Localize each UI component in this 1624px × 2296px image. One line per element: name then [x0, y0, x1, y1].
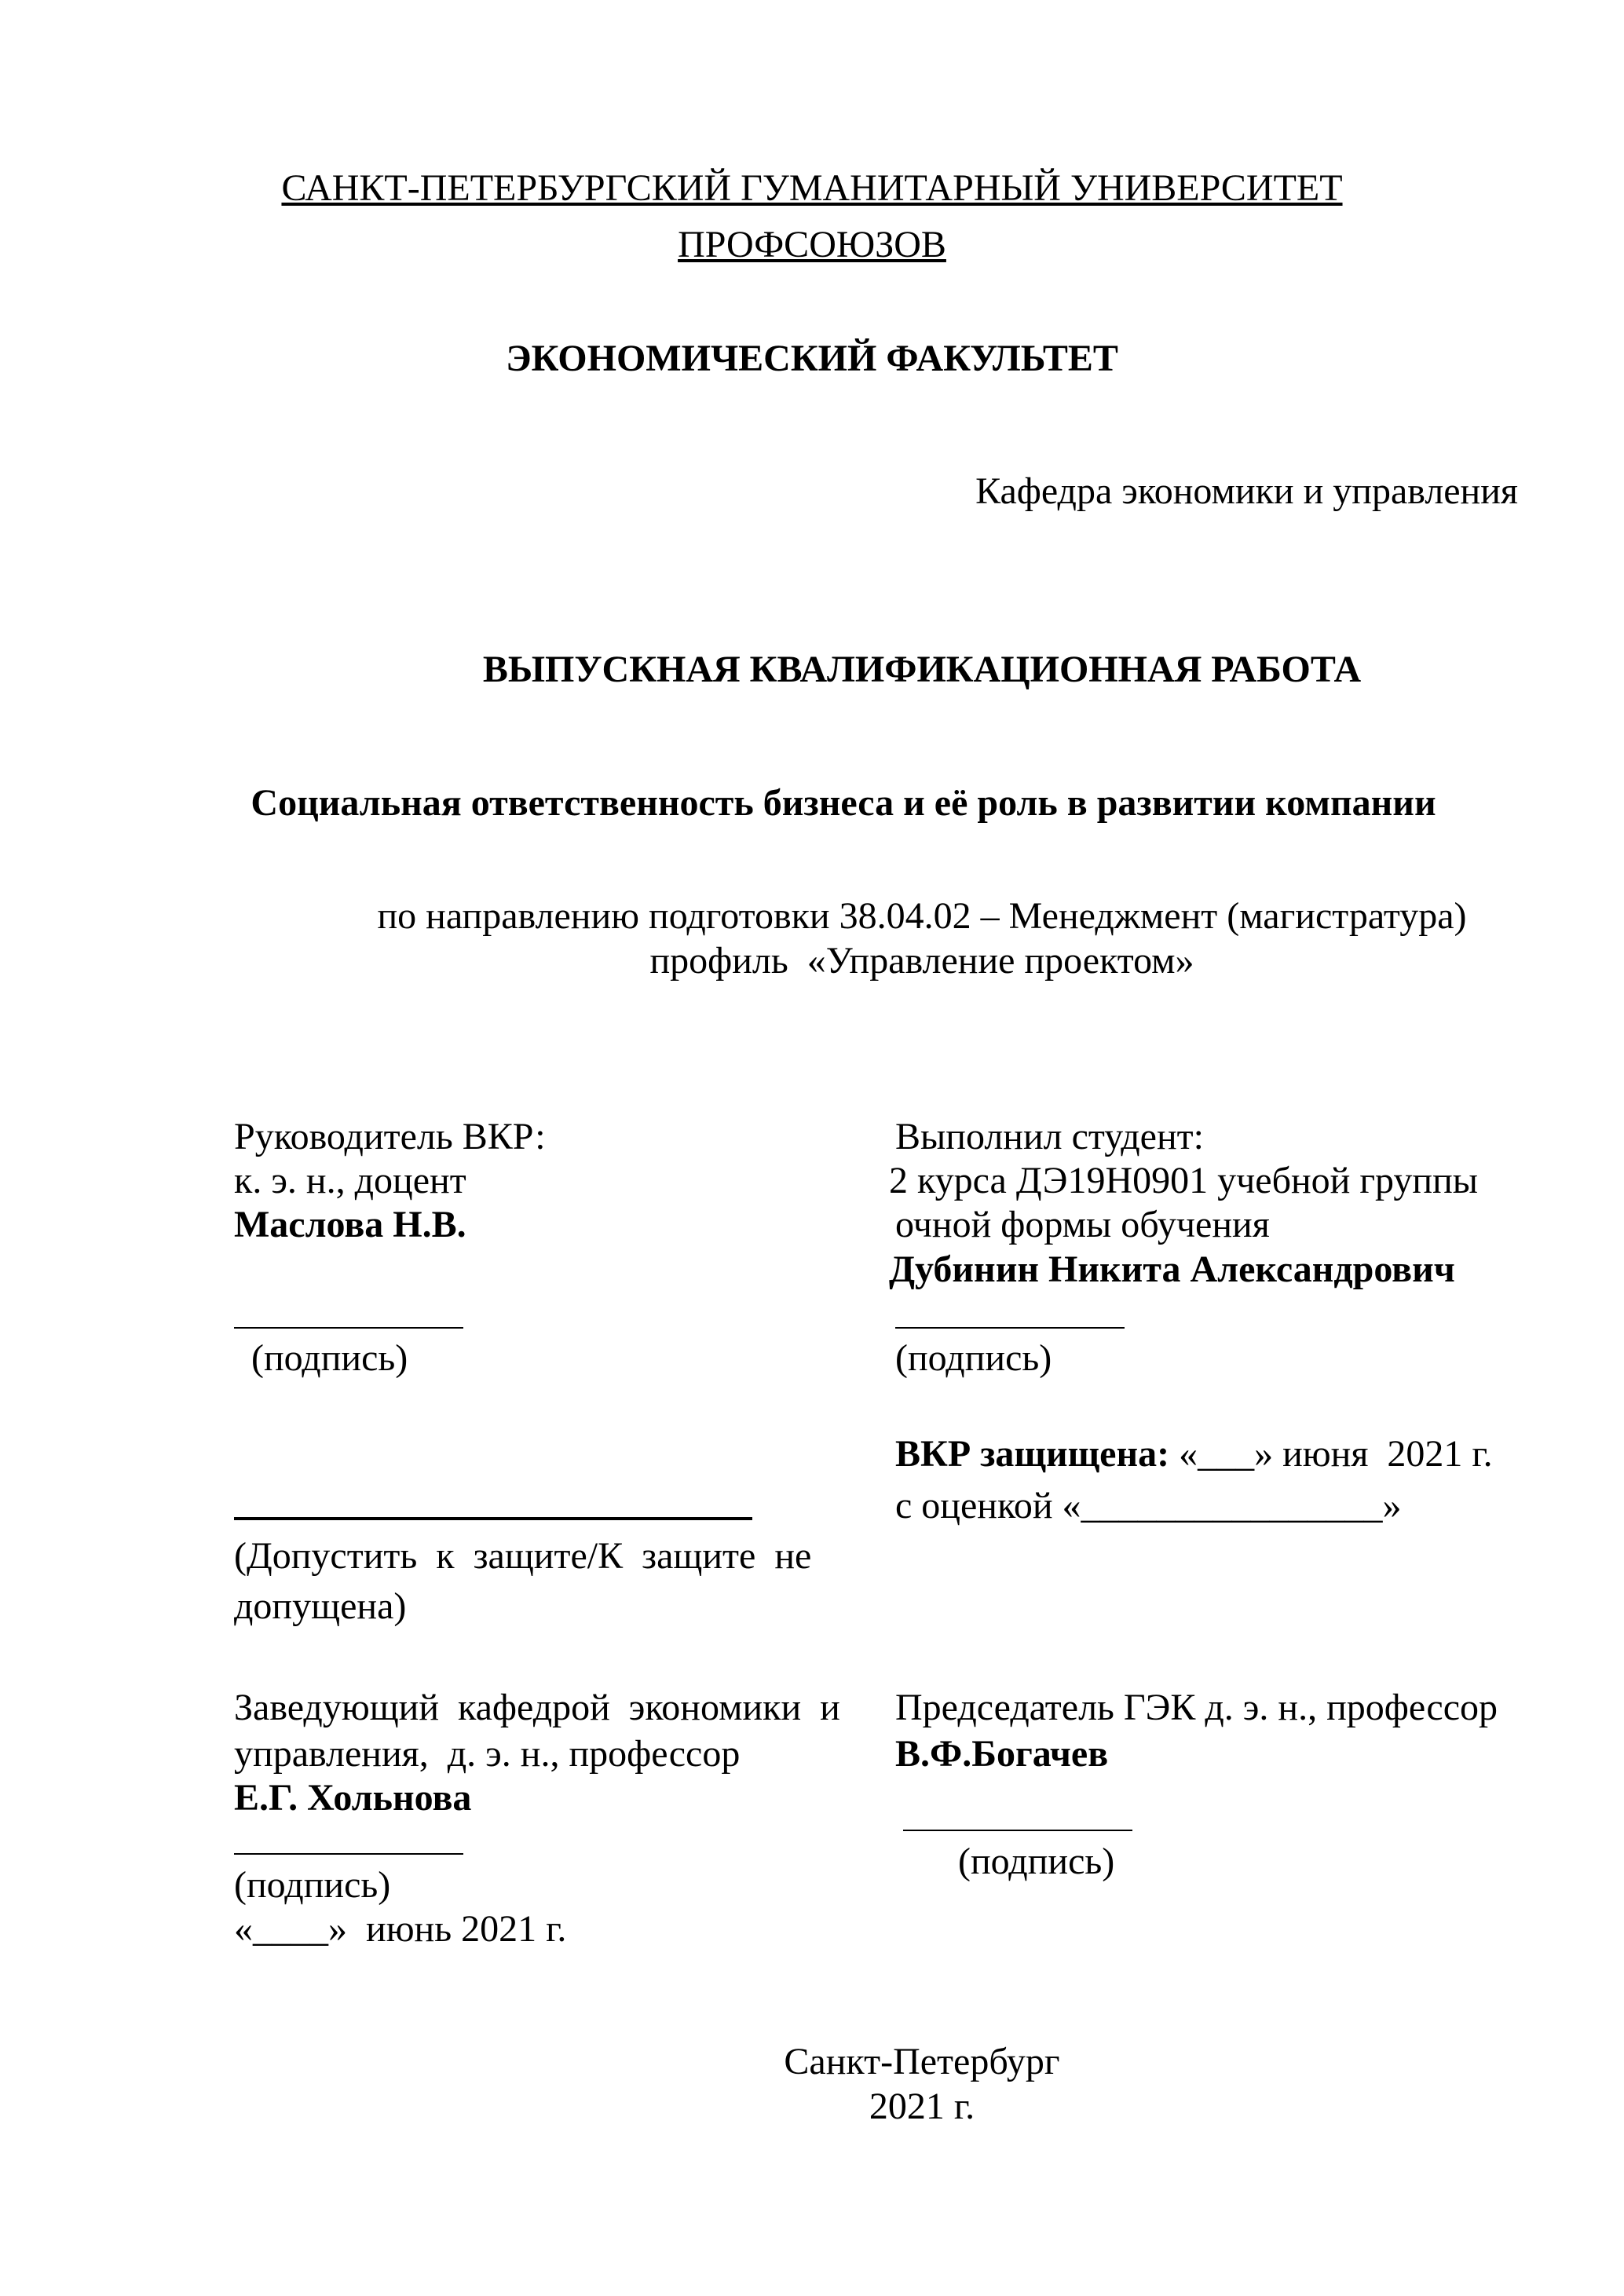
head-signature-caption: (подпись) [234, 1864, 391, 1906]
department-name: Кафедра экономики и управления [975, 470, 1518, 512]
city: Санкт-Петербург [784, 2041, 1060, 2082]
admission-caption-line1: (Допустить к защите/К защите не [234, 1535, 812, 1577]
chair-signature-line [903, 1830, 1132, 1831]
head-title-line2: управления, д. э. н., профессор [234, 1733, 741, 1775]
defense-date: «___» июня 2021 г. [1169, 1433, 1493, 1475]
chair-name: В.Ф.Богачев [895, 1733, 1109, 1775]
admission-line [234, 1517, 752, 1520]
faculty-name: ЭКОНОМИЧЕСКИЙ ФАКУЛЬТЕТ [506, 338, 1118, 379]
supervisor-signature-line [234, 1327, 463, 1329]
supervisor-label: Руководитель ВКР: [234, 1116, 546, 1157]
work-topic: Социальная ответственность бизнеса и её роль в развитии компании [251, 782, 1436, 824]
student-group: 2 курса ДЭ19Н0901 учебной группы [889, 1160, 1479, 1201]
profile: профиль «Управление проектом» [649, 940, 1194, 982]
chair-title: Председатель ГЭК д. э. н., профессор [895, 1687, 1498, 1728]
student-signature-line [895, 1327, 1125, 1329]
chair-signature-caption: (подпись) [958, 1841, 1115, 1882]
year: 2021 г. [869, 2086, 975, 2127]
head-signature-line [234, 1853, 463, 1855]
direction: по направлению подготовки 38.04.02 – Менеджмент (магистратура) [377, 895, 1467, 937]
head-date: «____» июнь 2021 г. [234, 1908, 567, 1950]
student-form: очной формы обучения [895, 1204, 1270, 1245]
work-type-title: ВЫПУСКНАЯ КВАЛИФИКАЦИОННАЯ РАБОТА [482, 649, 1362, 690]
head-name: Е.Г. Хольнова [234, 1777, 472, 1819]
defense-line [895, 1432, 1493, 1476]
student-name: Дубинин Никита Александрович [889, 1249, 1455, 1290]
head-title-line1: Заведующий кафедрой экономики и [234, 1687, 840, 1728]
student-signature-caption: (подпись) [895, 1337, 1052, 1379]
supervisor-name: Маслова Н.В. [234, 1204, 466, 1245]
admission-caption-line2: допущена) [234, 1585, 407, 1627]
supervisor-degree: к. э. н., доцент [234, 1160, 466, 1201]
defense-label: ВКР защищена: [895, 1433, 1170, 1475]
university-name-line2: ПРОФСОЮЗОВ [678, 224, 946, 265]
defense-grade: с оценкой «________________» [895, 1485, 1402, 1526]
supervisor-signature-caption: (подпись) [251, 1337, 408, 1379]
student-label: Выполнил студент: [895, 1116, 1204, 1157]
university-name-line1: САНКТ-ПЕТЕРБУРГСКИЙ ГУМАНИТАРНЫЙ УНИВЕРСИТЕТ [281, 167, 1343, 209]
